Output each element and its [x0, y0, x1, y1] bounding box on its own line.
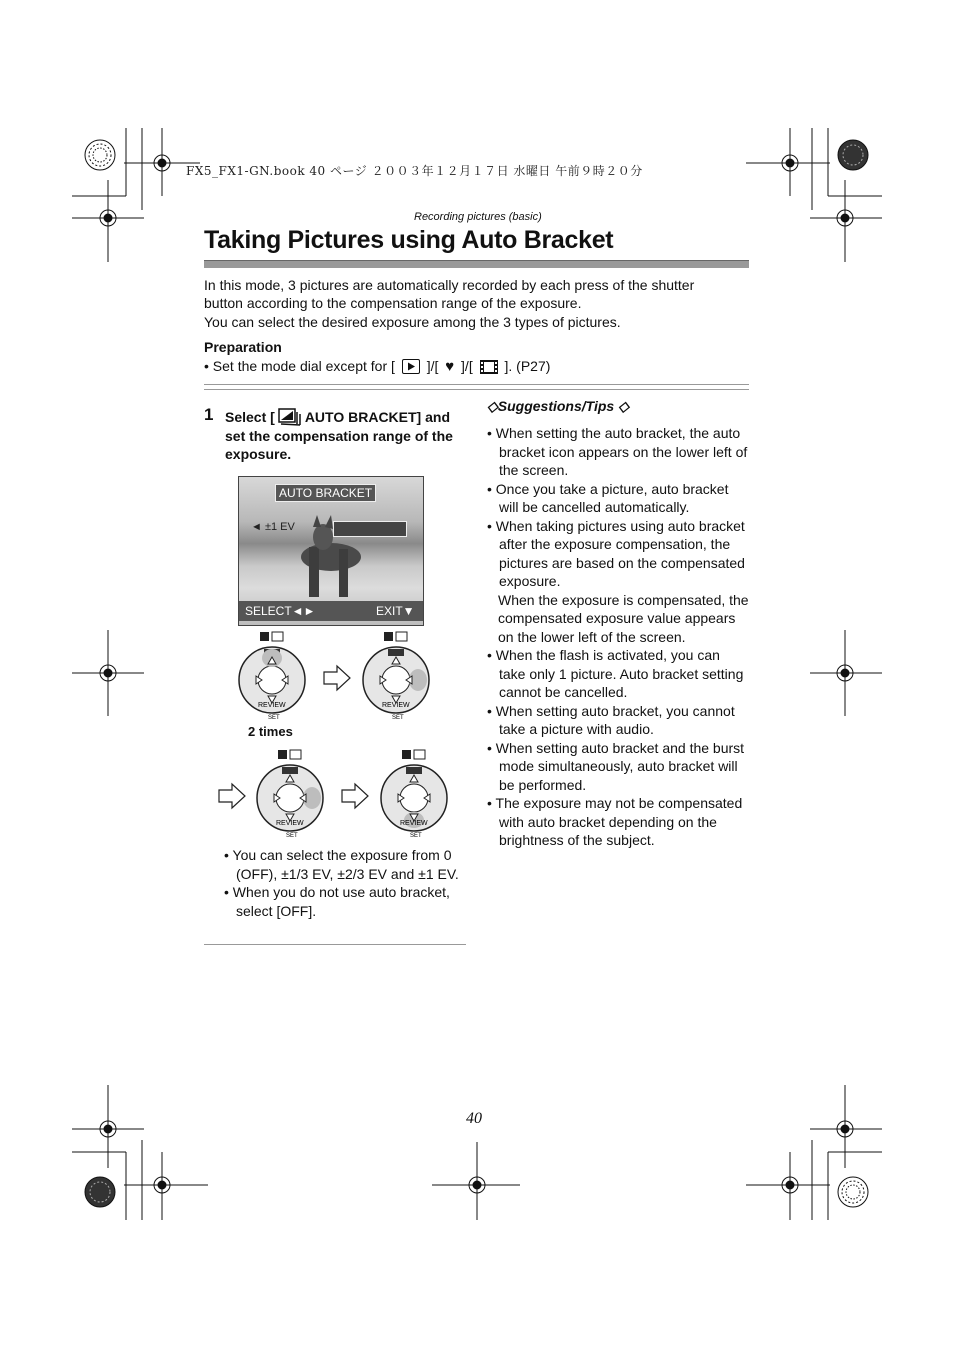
prep-suffix: ]. (P27) [504, 358, 551, 374]
list-item: • You can select the exposure from 0 (OFF), ±1/3 EV, ±2/3 EV and ±1 EV. [224, 847, 459, 882]
arrow-right-icon [217, 782, 247, 810]
tips-title: ◇Suggestions/Tips ◇ [487, 398, 629, 414]
prep-sep: ]/[ [426, 358, 439, 374]
screen-bottom-bar [239, 601, 423, 621]
svg-text:SET: SET [410, 833, 422, 839]
prep-sep: ]/[ [461, 358, 473, 374]
tips-list [487, 424, 749, 850]
preparation-title: Preparation [204, 339, 282, 355]
svg-text:SET: SET [268, 715, 280, 721]
arrow-right-icon [340, 782, 370, 810]
list-item: • When setting the auto bracket, the auto bracket icon appears on the lower left of the screen. [487, 425, 748, 478]
camera-lcd-screen [238, 476, 424, 626]
section-divider [204, 384, 749, 390]
dial-diagram [236, 630, 316, 722]
step-instruction [225, 408, 470, 464]
step-notes [224, 846, 469, 920]
screen-exit-label: EXIT▼ [376, 604, 415, 618]
intro-line: In this mode, 3 pictures are automatically recorded by each press of the shutter [204, 277, 695, 293]
dial-diagram [254, 748, 334, 840]
motion-picture-icon [480, 360, 498, 374]
step-number: 1 [204, 405, 214, 424]
column-divider [204, 944, 466, 945]
prep-prefix: • Set the mode dial except for [ [204, 358, 395, 374]
svg-text:SET: SET [286, 833, 298, 839]
svg-text:REVIEW: REVIEW [276, 820, 304, 827]
page-number: 40 [466, 1110, 482, 1127]
step-text-after: AUTO BRACKET] and set the compensation range of the exposure. [225, 409, 453, 462]
intro-line: button according to the compensation range of the exposure. [204, 295, 582, 312]
list-item: • The exposure may not be compensated with auto bracket depending on the brightness of the subject. [487, 795, 743, 848]
list-item: • When you do not use auto bracket, select [OFF]. [224, 884, 450, 919]
list-item: • Once you take a picture, auto bracket will be cancelled automatically. [487, 480, 729, 515]
list-item: • When the flash is activated, you can take only 1 picture. Auto bracket setting cannot be cancelled. [487, 647, 744, 700]
preparation-item [204, 358, 550, 375]
page-title: Taking Pictures using Auto Bracket [204, 226, 614, 254]
arrow-right-icon [322, 664, 352, 692]
heart-icon: ♥ [445, 358, 455, 375]
print-header: FX5_FX1-GN.book 40 ページ ２００３年１２月１７日 水曜日 午前９時２０分 [186, 164, 643, 178]
screen-menu-title: AUTO BRACKET [275, 484, 376, 502]
auto-bracket-icon [278, 408, 302, 426]
title-rule [204, 260, 749, 268]
svg-text:REVIEW: REVIEW [382, 702, 410, 709]
step-text-before: Select [ [225, 409, 275, 425]
times-label: 2 times [248, 724, 293, 739]
section-label: Recording pictures (basic) [414, 211, 542, 223]
intro-line: You can select the desired exposure among the 3 types of pictures. [204, 313, 621, 330]
intro-paragraph [204, 276, 749, 331]
svg-text:REVIEW: REVIEW [400, 820, 428, 827]
bracket-preview-icons [333, 521, 407, 537]
list-item: • When setting auto bracket and the burst mode simultaneously, auto bracket will be performed. [487, 739, 745, 793]
svg-text:REVIEW: REVIEW [258, 702, 286, 709]
list-item: When the exposure is compensated, the compensated exposure value appears on the lower left of the screen. [498, 591, 749, 645]
playback-icon [402, 359, 420, 374]
dial-diagram [378, 748, 458, 840]
list-item: • When setting auto bracket, you cannot take a picture with audio. [487, 702, 735, 737]
dial-diagram [360, 630, 440, 722]
list-item: • When taking pictures using auto bracket after the exposure compensation, the pictures are based on the compensated exposure. [487, 517, 745, 589]
svg-text:SET: SET [392, 715, 404, 721]
screen-select-label: SELECT◄► [245, 604, 316, 618]
screen-ev-value: ◄ ±1 EV [251, 521, 295, 533]
